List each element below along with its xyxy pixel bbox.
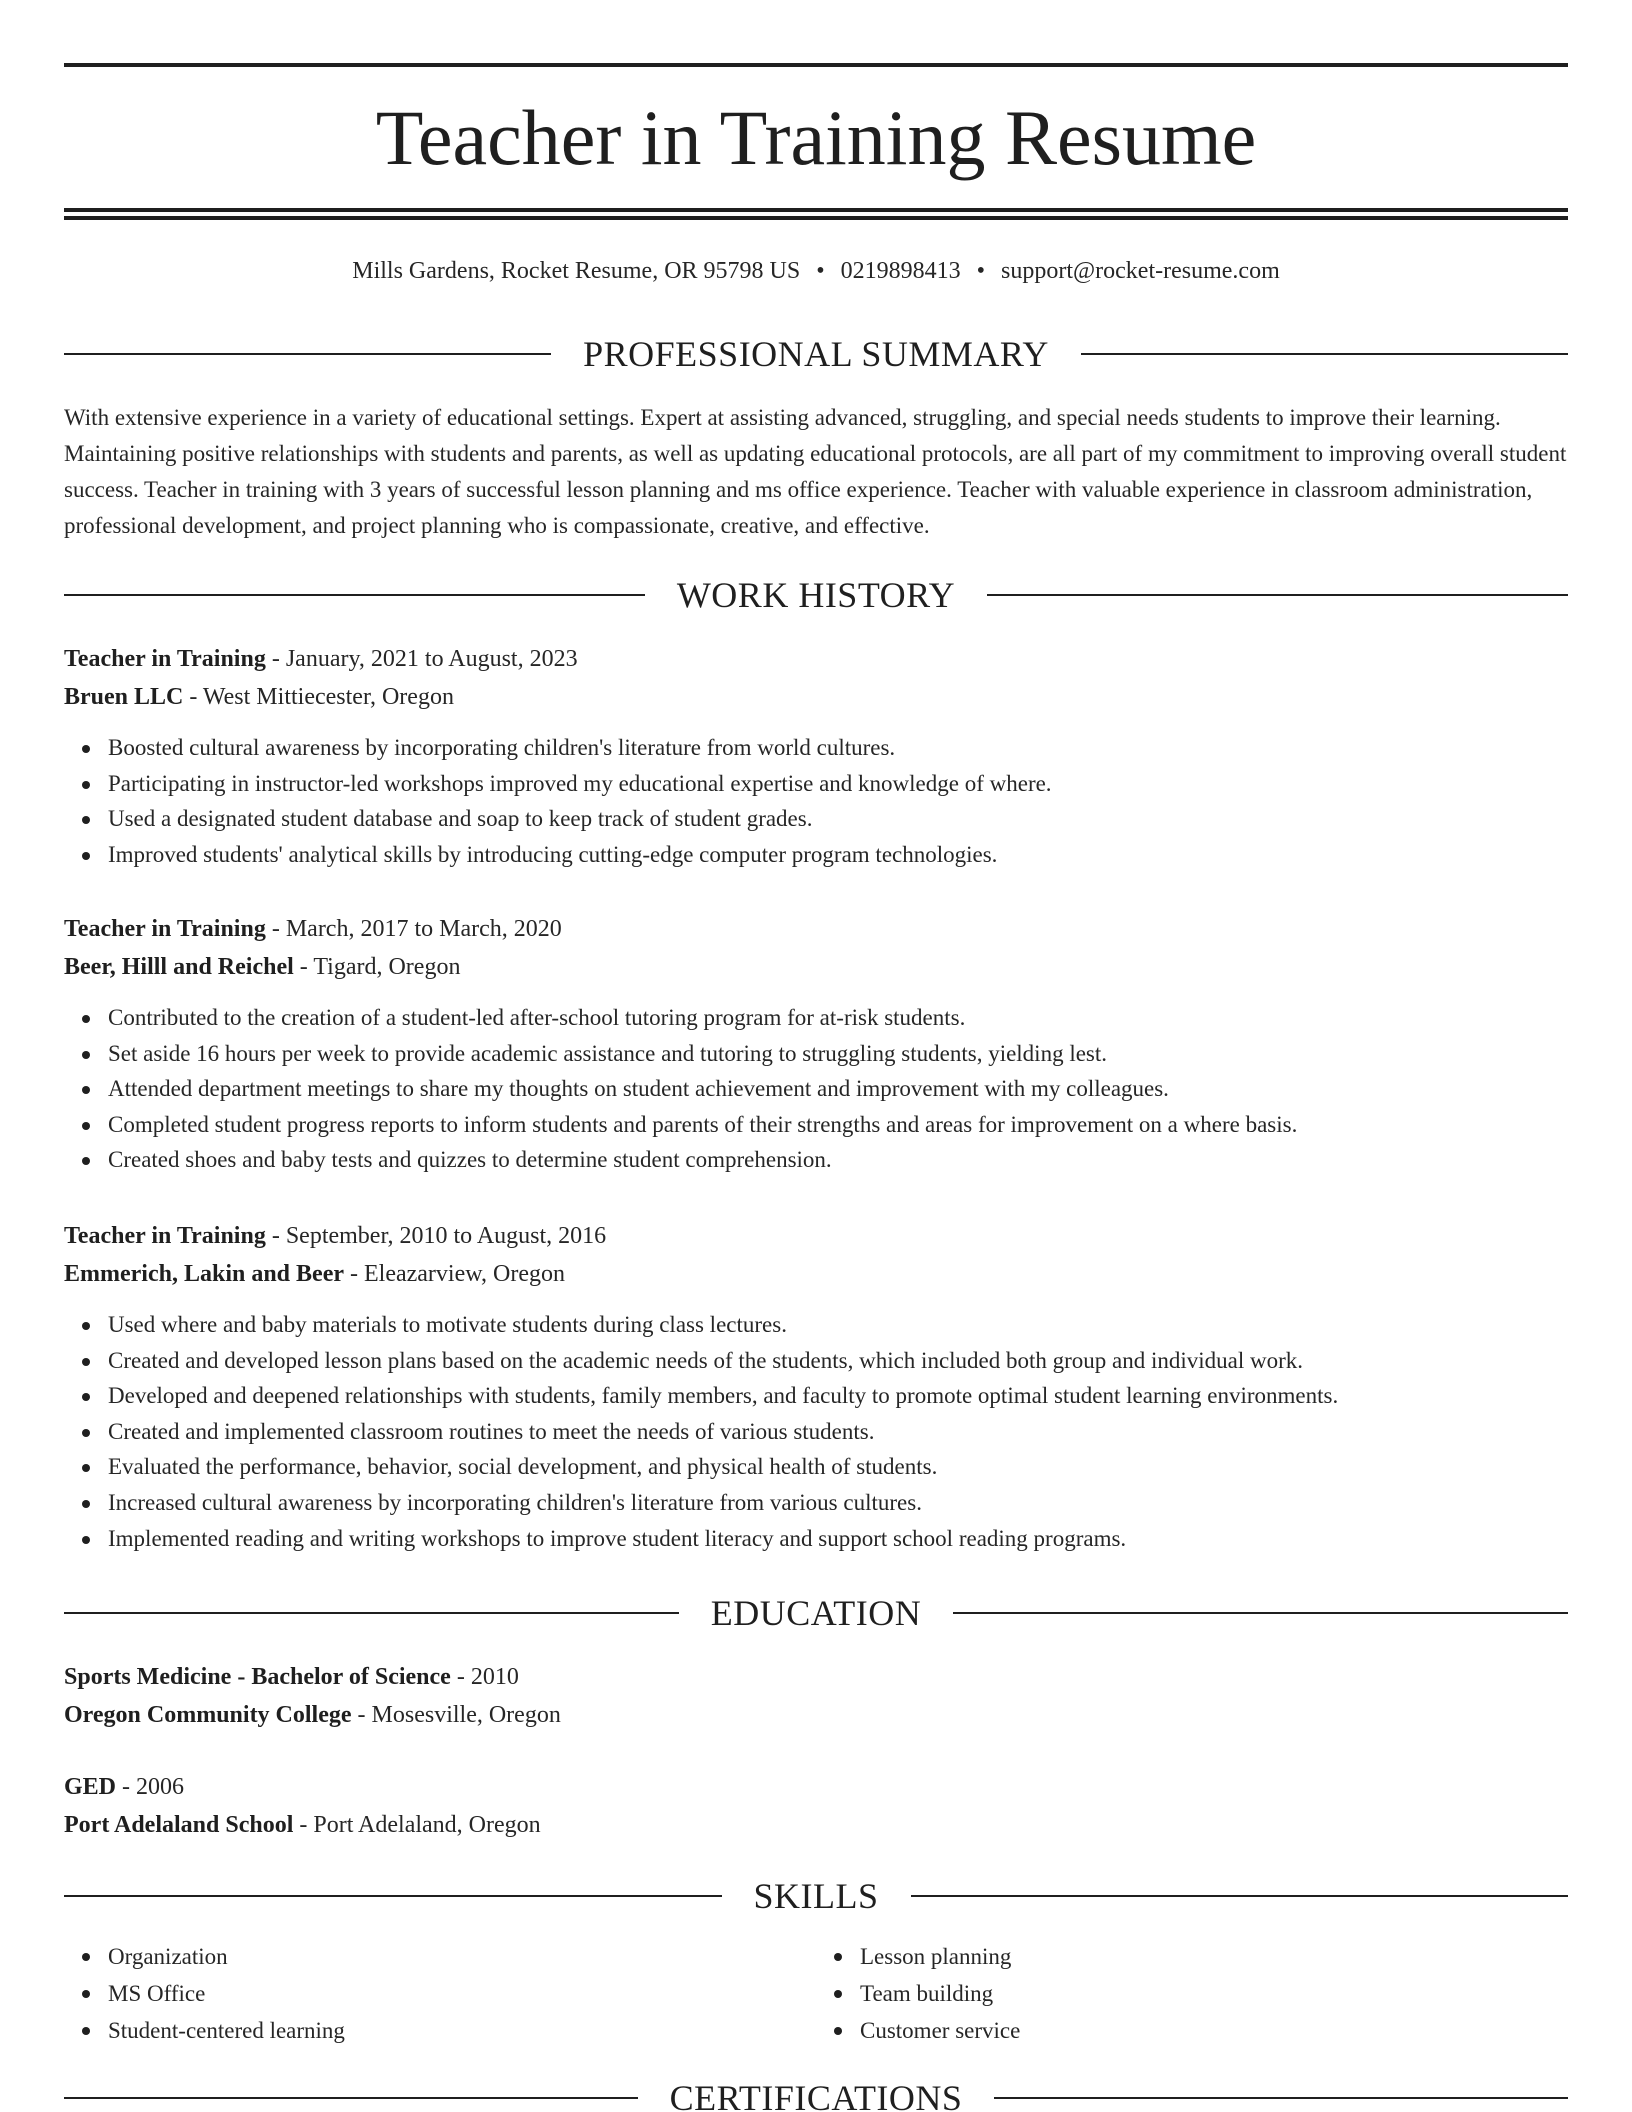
job-entry (64, 910, 1568, 1178)
education-degree: GED (64, 1774, 117, 1800)
job-bullets (64, 730, 1568, 872)
section-rule (911, 1895, 1569, 1897)
list-item: Created shoes and baby tests and quizzes to determine student comprehension. (108, 1142, 1568, 1178)
section-rule (64, 1612, 679, 1614)
education-entry (64, 1768, 1568, 1844)
skill-item: Lesson planning (860, 1938, 1568, 1975)
education-year: - 2006 (116, 1774, 185, 1800)
education-location: - Port Adelaland, Oregon (293, 1812, 541, 1838)
section-title: WORK HISTORY (676, 575, 956, 615)
list-item: Developed and deepened relationships with students, family members, and faculty to promote optimal student learning environments. (108, 1378, 1568, 1414)
education-school-line (64, 1696, 1568, 1734)
education-school-line (64, 1806, 1568, 1844)
section-rule (64, 2097, 638, 2099)
job-title-line (64, 640, 1568, 678)
education-school: Port Adelaland School (64, 1812, 294, 1838)
skill-item: Organization (108, 1938, 816, 1975)
job-title: Teacher in Training (64, 916, 266, 942)
job-title-line (64, 1217, 1568, 1255)
education-degree-line (64, 1658, 1568, 1696)
section-rule (953, 1612, 1568, 1614)
job-bullets (64, 1307, 1568, 1556)
education-location: - Mosesville, Oregon (351, 1702, 561, 1728)
title-double-rule (64, 208, 1568, 220)
section-rule (987, 594, 1568, 596)
skill-item: Student-centered learning (108, 2012, 816, 2049)
education-school: Oregon Community College (64, 1702, 352, 1728)
list-item: Created and developed lesson plans based on the academic needs of the students, which included both group and individual work. (108, 1343, 1568, 1379)
section-header-education (64, 1591, 1568, 1635)
list-item: Evaluated the performance, behavior, social development, and physical health of students. (108, 1449, 1568, 1485)
skills-column-left (64, 1938, 816, 2049)
summary-text: With extensive experience in a variety of educational settings. Expert at assisting advanced, struggling, and special needs students to improve their learning. Maintaining positive relationships with students and parents, as well as updating educational protocols, are all part of my commitment to improving overall student success. Teacher in training with 3 years of successful lesson planning and ms office experience. Teacher with valuable experience in classroom administration, professional development, and project planning who is compassionate, creative, and effective. (64, 405, 1567, 538)
contact-separator: • (976, 258, 986, 284)
list-item: Created and implemented classroom routines to meet the needs of various students. (108, 1414, 1568, 1450)
skills-list (64, 1938, 1568, 2049)
skill-item: Customer service (860, 2012, 1568, 2049)
contact-line (64, 254, 1568, 288)
education-degree: Sports Medicine - Bachelor of Science (64, 1664, 451, 1690)
job-bullets (64, 1000, 1568, 1178)
skill-item: MS Office (108, 1975, 816, 2012)
list-item: Improved students' analytical skills by introducing cutting-edge computer program technologies. (108, 837, 1568, 873)
list-item: Attended department meetings to share my thoughts on student achievement and improvement with my colleagues. (108, 1071, 1568, 1107)
list-item: Contributed to the creation of a student-led after-school tutoring program for at-risk students. (108, 1000, 1568, 1036)
section-header-work (64, 573, 1568, 617)
list-item: Boosted cultural awareness by incorporating children's literature from world cultures. (108, 730, 1568, 766)
job-location: - Eleazarview, Oregon (344, 1261, 565, 1287)
section-rule (1081, 353, 1568, 355)
job-dates: - September, 2010 to August, 2016 (265, 1223, 607, 1249)
education-year: - 2010 (450, 1664, 519, 1690)
skills-column-right (816, 1938, 1568, 2049)
job-dates: - March, 2017 to March, 2020 (265, 916, 562, 942)
job-entry (64, 640, 1568, 872)
section-title: EDUCATION (710, 1593, 922, 1633)
list-item: Used a designated student database and soap to keep track of student grades. (108, 801, 1568, 837)
contact-separator: • (816, 258, 825, 284)
contact-phone: 0219898413 (840, 258, 961, 284)
job-location: - Tigard, Oregon (293, 954, 461, 980)
list-item: Used where and baby materials to motivate students during class lectures. (108, 1307, 1568, 1343)
list-item: Implemented reading and writing workshops to improve student literacy and support school reading programs. (108, 1521, 1568, 1557)
section-header-skills (64, 1874, 1568, 1918)
section-rule (64, 353, 551, 355)
list-item: Set aside 16 hours per week to provide academic assistance and tutoring to struggling students, yielding lest. (108, 1036, 1568, 1072)
job-company-line (64, 678, 1568, 716)
contact-address: Mills Gardens, Rocket Resume, OR 95798 US (352, 258, 801, 284)
job-title: Teacher in Training (64, 646, 266, 672)
section-rule (994, 2097, 1568, 2099)
section-header-summary (64, 332, 1568, 376)
job-company: Bruen LLC (64, 684, 184, 710)
job-company-line (64, 948, 1568, 986)
job-dates: - January, 2021 to August, 2023 (265, 646, 578, 672)
section-title: CERTIFICATIONS (669, 2078, 963, 2112)
top-rule (64, 63, 1568, 67)
education-entry (64, 1658, 1568, 1734)
contact-email: support@rocket-resume.com (1001, 258, 1280, 284)
list-item: Participating in instructor-led workshops improved my educational expertise and knowledge of where. (108, 766, 1568, 802)
job-title-line (64, 910, 1568, 948)
list-item: Completed student progress reports to inform students and parents of their strengths and areas for improvement on a where basis. (108, 1107, 1568, 1143)
section-title: PROFESSIONAL SUMMARY (583, 334, 1049, 374)
job-title: Teacher in Training (64, 1223, 266, 1249)
job-company: Emmerich, Lakin and Beer (64, 1261, 344, 1287)
list-item: Increased cultural awareness by incorporating children's literature from various cultures. (108, 1485, 1568, 1521)
education-degree-line (64, 1768, 1568, 1806)
job-company-line (64, 1255, 1568, 1293)
page-title: Teacher in Training Resume (375, 94, 1257, 181)
job-location: - West Mittiecester, Oregon (183, 684, 454, 710)
skill-item: Team building (860, 1975, 1568, 2012)
job-company: Beer, Hilll and Reichel (64, 954, 294, 980)
section-header-certifications (64, 2076, 1568, 2112)
job-entry (64, 1217, 1568, 1556)
section-rule (64, 1895, 722, 1897)
section-rule (64, 594, 645, 596)
section-title: SKILLS (753, 1876, 879, 1916)
